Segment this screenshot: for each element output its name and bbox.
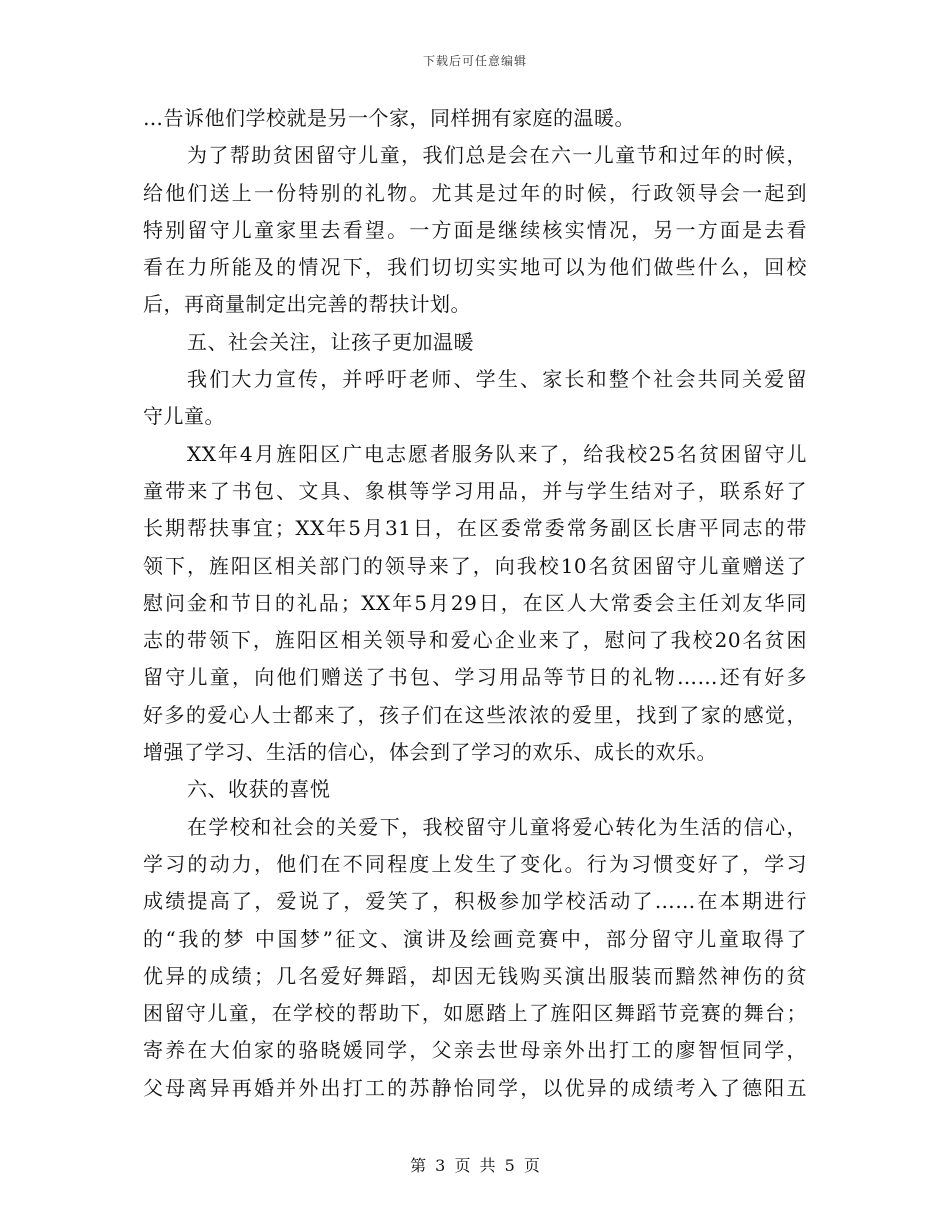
body-line: 父母离异再婚并外出打工的苏静怡同学，以优异的成绩考入了德阳五 (143, 1075, 807, 1100)
section-heading: 五、社会关注，让孩子更加温暖 (187, 329, 474, 354)
body-line: 的“我的梦 中国梦”征文、演讲及绘画竞赛中，部分留守儿童取得了 (143, 926, 807, 951)
body-line: 增强了学习、生活的信心，体会到了学习的欢乐、成长的欢乐。 (143, 740, 717, 765)
paragraph-first-line: 在学校和社会的关爱下，我校留守儿童将爱心转化为生活的信心， (187, 814, 807, 839)
body-line: 困留守儿童，在学校的帮助下，如愿踏上了旌阳区舞蹈节竞赛的舞台； (143, 1001, 807, 1026)
body-line: 长期帮扶事宜；XX年5月31日，在区委常委常务副区长唐平同志的带 (143, 516, 807, 541)
body-line: 优异的成绩；几名爱好舞蹈，却因无钱购买演出服装而黯然神伤的贫 (143, 963, 807, 988)
document-body (143, 100, 807, 1107)
body-line: 留守儿童，向他们赠送了书包、学习用品等节日的礼物……还有好多 (143, 665, 807, 690)
body-line: 守儿童。 (143, 404, 225, 429)
paragraph-first-line: XX年4月旌阳区广电志愿者服务队来了，给我校25名贫困留守儿 (187, 441, 807, 466)
body-line: 志的带领下，旌阳区相关领导和爱心企业来了，慰问了我校20名贫困 (143, 628, 807, 653)
body-line: 童带来了书包、文具、象棋等学习用品，并与学生结对子，联系好了 (143, 478, 807, 503)
page-header: 下载后可任意编辑 (422, 54, 527, 68)
body-line: …告诉他们学校就是另一个家，同样拥有家庭的温暖。 (143, 106, 635, 130)
body-line: 给他们送上一份特别的礼物。尤其是过年的时候，行政领导会一起到 (143, 180, 807, 205)
body-line: 好多的爱心人士都来了，孩子们在这些浓浓的爱里，找到了家的感觉， (143, 702, 807, 727)
body-line: 慰问金和节日的礼品；XX年5月29日，在区人大常委会主任刘友华同 (143, 590, 807, 615)
body-line: 特别留守儿童家里去看望。一方面是继续核实情况，另一方面是去看 (143, 217, 807, 242)
paragraph-first-line: 为了帮助贫困留守儿童，我们总是会在六一儿童节和过年的时候， (187, 143, 807, 168)
body-line: 成绩提高了，爱说了，爱笑了，积极参加学校活动了……在本期进行 (143, 889, 807, 914)
section-heading: 六、收获的喜悦 (187, 777, 331, 802)
body-line: 寄养在大伯家的骆晓媛同学，父亲去世母亲外出打工的廖智恒同学， (143, 1038, 807, 1063)
body-line: 后，再商量制定出完善的帮扶计划。 (143, 292, 471, 317)
body-line: 领下，旌阳区相关部门的领导来了，向我校10名贫困留守儿童赠送了 (143, 553, 807, 578)
body-line: 学习的动力，他们在不同程度上发生了变化。行为习惯变好了，学习 (143, 851, 807, 876)
body-line: 看在力所能及的情况下，我们切切实实地可以为他们做些什么，回校 (143, 255, 807, 280)
paragraph-first-line: 我们大力宣传，并呼吁老师、学生、家长和整个社会共同关爱留 (187, 367, 807, 392)
page-number: 第 3 页 共 5 页 (410, 1156, 540, 1175)
